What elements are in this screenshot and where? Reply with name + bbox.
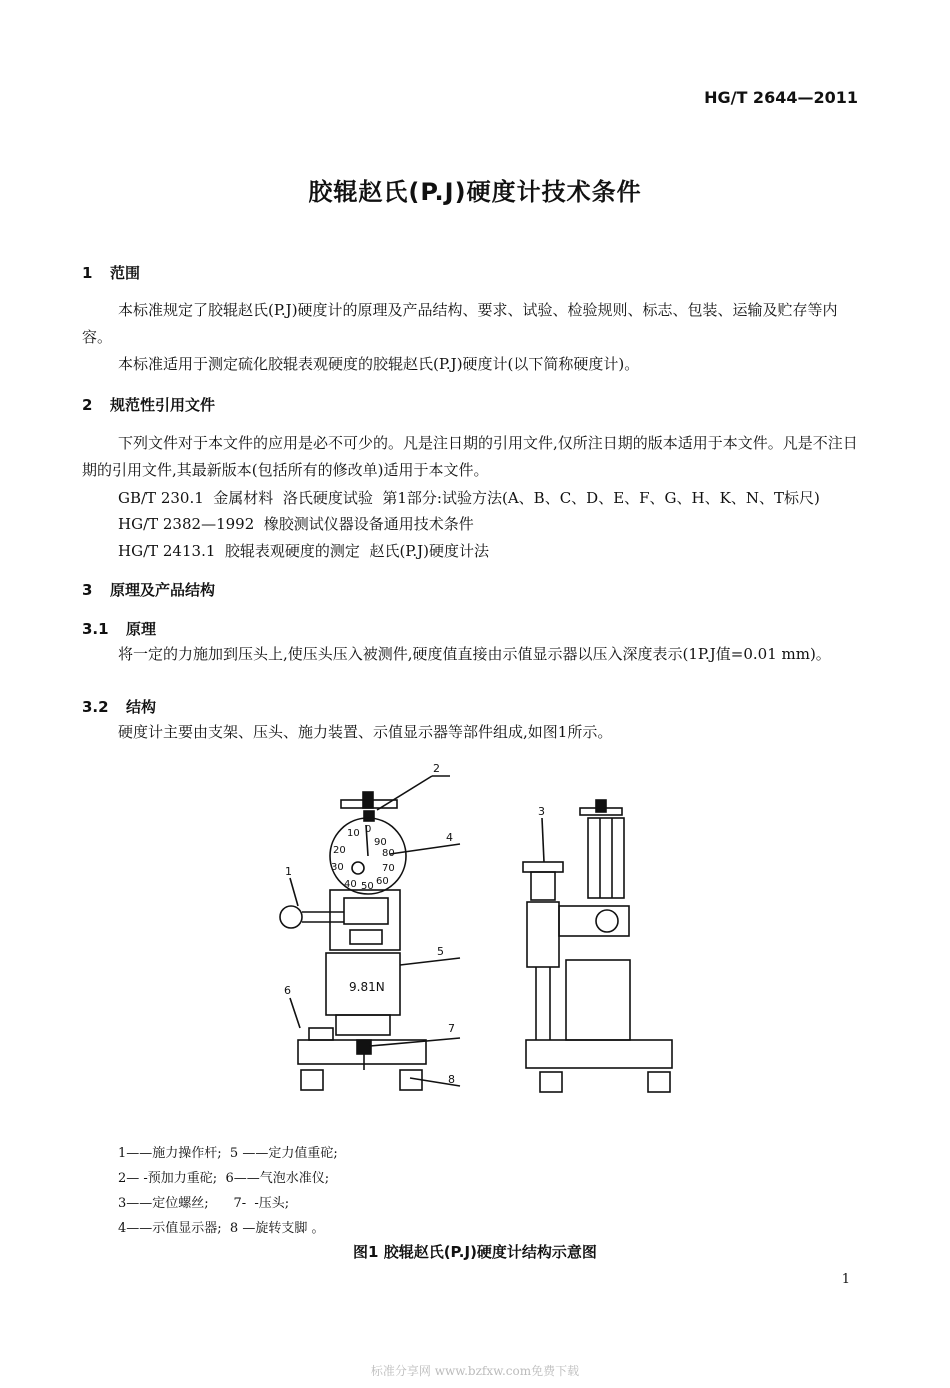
foot <box>301 1070 323 1090</box>
section-title: 范围 <box>110 264 141 282</box>
callout-5: 5 <box>437 945 444 958</box>
dial-number: 20 <box>333 845 346 856</box>
callout-6: 6 <box>284 984 291 997</box>
section-number: 3.1 <box>82 620 109 638</box>
positioning-screw <box>523 862 563 872</box>
callout-2: 2 <box>433 762 440 775</box>
weight-label: 9.81N <box>349 980 385 994</box>
indenter <box>357 1040 371 1054</box>
section-title: 规范性引用文件 <box>110 396 216 414</box>
reference-item: GB/T 230.1 金属材料 洛氏硬度试验 第1部分:试验方法(A、B、C、D、E、F、G、H、K、N、T标尺) <box>118 489 820 507</box>
section-number: 3 <box>82 581 93 599</box>
upper-frame <box>330 890 400 950</box>
preload-knob <box>363 792 373 808</box>
dial-small-gauge <box>352 862 364 874</box>
section-title: 原理及产品结构 <box>110 581 216 599</box>
side-weight <box>566 960 630 1040</box>
side-column <box>588 818 624 898</box>
dial-number: 40 <box>344 879 357 890</box>
screw-body <box>531 872 555 900</box>
spindle-block <box>350 930 382 944</box>
section-title: 结构 <box>126 698 157 716</box>
legend-line: 4——示值显示器; 8 —旋转支脚 。 <box>118 1221 325 1236</box>
callout-4: 4 <box>446 831 453 844</box>
figure-caption: 图1 胶辊赵氏(P.J)硬度计结构示意图 <box>353 1243 597 1261</box>
section-1-paragraph-1: 本标准规定了胶辊赵氏(P.J)硬度计的原理及产品结构、要求、试验、检验规则、标志、包装、运输及贮存等内容。 <box>82 301 838 346</box>
weight-lower <box>336 1015 390 1035</box>
dial-number: 80 <box>382 848 395 859</box>
side-foot <box>540 1072 562 1092</box>
section-3-1-paragraph: 将一定的力施加到压头上,使压头压入被测件,硬度值直接由示值显示器以压入深度表示(1P.J值=0.01 mm)。 <box>118 645 831 663</box>
side-arm <box>527 902 559 967</box>
callout-1: 1 <box>285 865 292 878</box>
section-1-paragraph-2: 本标准适用于测定硫化胶辊表观硬度的胶辊赵氏(P.J)硬度计(以下简称硬度计)。 <box>118 355 640 373</box>
page-number: 1 <box>841 1272 850 1287</box>
legend-line: 1——施力操作杆; 5 ——定力值重砣; <box>118 1146 338 1161</box>
reference-item: HG/T 2413.1 胶辊表观硬度的测定 赵氏(P.J)硬度计法 <box>118 542 489 560</box>
dial-number: 30 <box>331 862 344 873</box>
dial-number: 50 <box>361 881 374 892</box>
side-foot <box>648 1072 670 1092</box>
callout-8: 8 <box>448 1073 455 1086</box>
legend-line: 2— -预加力重砣; 6——气泡水准仪; <box>118 1171 330 1186</box>
section-title: 原理 <box>126 620 157 638</box>
document-title: 胶辊赵氏(P.J)硬度计技术条件 <box>308 178 642 206</box>
side-base <box>526 1040 672 1068</box>
footer-watermark: 标准分享网 www.bzfxw.com免费下载 <box>370 1364 580 1378</box>
callout-7: 7 <box>448 1022 455 1035</box>
callout-3: 3 <box>538 805 545 818</box>
dial-number: 90 <box>374 837 387 848</box>
force-mechanism <box>344 898 388 924</box>
legend-line: 3——定位螺丝; 7- -压头; <box>118 1196 290 1211</box>
standard-code: HG/T 2644—2011 <box>704 88 858 107</box>
dial-number: 10 <box>347 828 360 839</box>
dial-number: 0 <box>365 824 372 835</box>
section-number: 3.2 <box>82 698 109 716</box>
section-number: 1 <box>82 264 93 282</box>
level-bubble <box>309 1028 333 1040</box>
section-3-2-paragraph: 硬度计主要由支架、压头、施力装置、示值显示器等部件组成,如图1所示。 <box>118 723 613 741</box>
reference-item: HG/T 2382—1992 橡胶测试仪器设备通用技术条件 <box>118 515 474 533</box>
side-lever-knob <box>596 910 618 932</box>
section-number: 2 <box>82 396 93 414</box>
lever-knob <box>280 906 302 928</box>
dial-number: 70 <box>382 863 395 874</box>
dial-stem <box>364 811 374 821</box>
section-2-paragraph: 下列文件对于本文件的应用是必不可少的。凡是注日期的引用文件,仅所注日期的版本适用于本文件。凡是不注日期的引用文件,其最新版本(包括所有的修改单)适用于本文件。 <box>82 434 858 479</box>
dial-number: 60 <box>376 876 389 887</box>
